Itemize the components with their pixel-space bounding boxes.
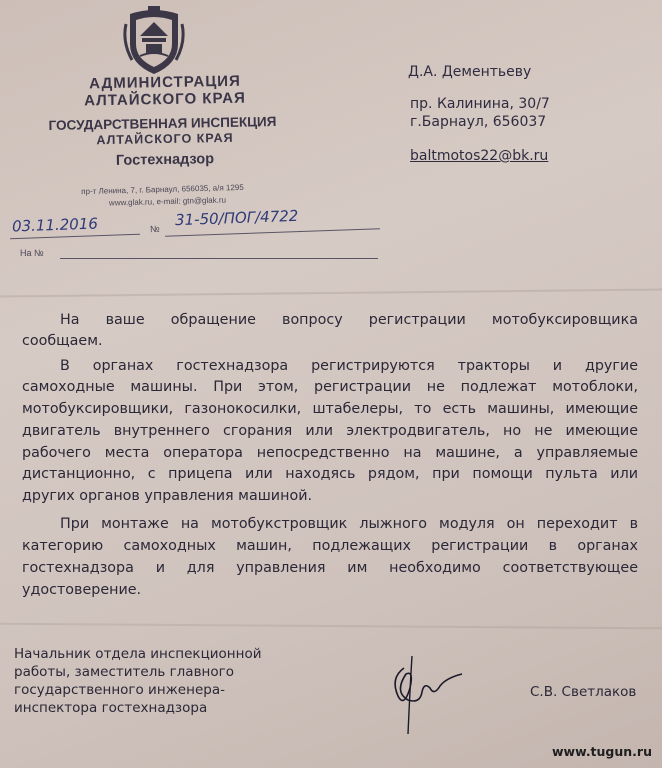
recipient-name: Д.А. Дементьеву bbox=[408, 64, 532, 80]
body-line: гостехнадзора и для управления им необходимо соответствующее bbox=[22, 560, 638, 576]
body-line: удостоверение. bbox=[22, 582, 142, 598]
signer-title-line: инспектора гостехнадзора bbox=[14, 700, 208, 716]
recipient-street: пр. Калинина, 30/7 bbox=[410, 96, 550, 112]
body-line: дистанционно, с прицепа или находясь рядом, при помощи пульта или bbox=[22, 466, 638, 482]
signer-title-line: Начальник отдела инспекционной bbox=[14, 646, 262, 662]
signer-title-line: работы, заместитель главного bbox=[14, 664, 234, 680]
signer-title-line: государственного инженера- bbox=[14, 682, 225, 698]
body-line: категорию самоходных машин, подлежащих регистрации в органах bbox=[22, 538, 638, 554]
body-line: рабочего места оператора непосредственно на машине, а управляемые bbox=[22, 445, 638, 461]
body-line: самоходные машины. При этом, регистрации не подлежат мотоблоки, bbox=[22, 379, 638, 395]
watermark: www.tugun.ru bbox=[551, 744, 652, 759]
body-line: мотобуксировщики, газонокосилки, штабелеры, то есть машины, имеющие bbox=[22, 401, 638, 417]
recipient-city: г.Барнаул, 656037 bbox=[410, 114, 547, 130]
signer-name: С.В. Светлаков bbox=[530, 684, 637, 700]
handwritten-number: 31-50/ПОГ/4722 bbox=[174, 206, 299, 230]
letterhead-address: пр-т Ленина, 7, г. Барнаул, 656035, а/я 1295 bbox=[81, 182, 244, 197]
coat-of-arms-emblem bbox=[122, 6, 186, 76]
recipient-email: baltmotos22@bk.ru bbox=[410, 148, 549, 164]
na-underline bbox=[60, 258, 378, 259]
body-line: При монтаже на мотобукстровщик лыжного модуля он переходит в bbox=[60, 516, 638, 532]
handwritten-date: 03.11.2016 bbox=[11, 214, 99, 236]
body-line: других органов управления машиной. bbox=[22, 488, 313, 504]
number-underline bbox=[165, 228, 380, 237]
body-line: В органах гостехнадзора регистрируются тракторы и другие bbox=[60, 358, 638, 374]
letterhead-line-region-2: АЛТАЙСКОГО КРАЯ bbox=[96, 130, 234, 148]
body-line: сообщаем. bbox=[22, 333, 103, 349]
na-label: На № bbox=[20, 248, 44, 258]
letterhead-line-administration: АДМИНИСТРАЦИЯ bbox=[89, 72, 241, 93]
body-line: двигатель внутреннего сгорания или электродвигатель, но не имеющие bbox=[22, 423, 638, 439]
handwritten-signature bbox=[370, 648, 470, 738]
letterhead-web: www.glak.ru, e-mail: gtn@glak.ru bbox=[108, 195, 227, 208]
letterhead-line-inspection: ГОСУДАРСТВЕННАЯ ИНСПЕКЦИЯ bbox=[48, 114, 277, 133]
number-label: № bbox=[149, 223, 160, 235]
letterhead-line-region: АЛТАЙСКОГО КРАЯ bbox=[84, 89, 246, 110]
letterhead-agency-name: Гостехнадзор bbox=[115, 151, 215, 169]
body-line: На ваше обращение вопросу регистрации мотобуксировщика bbox=[60, 312, 638, 328]
